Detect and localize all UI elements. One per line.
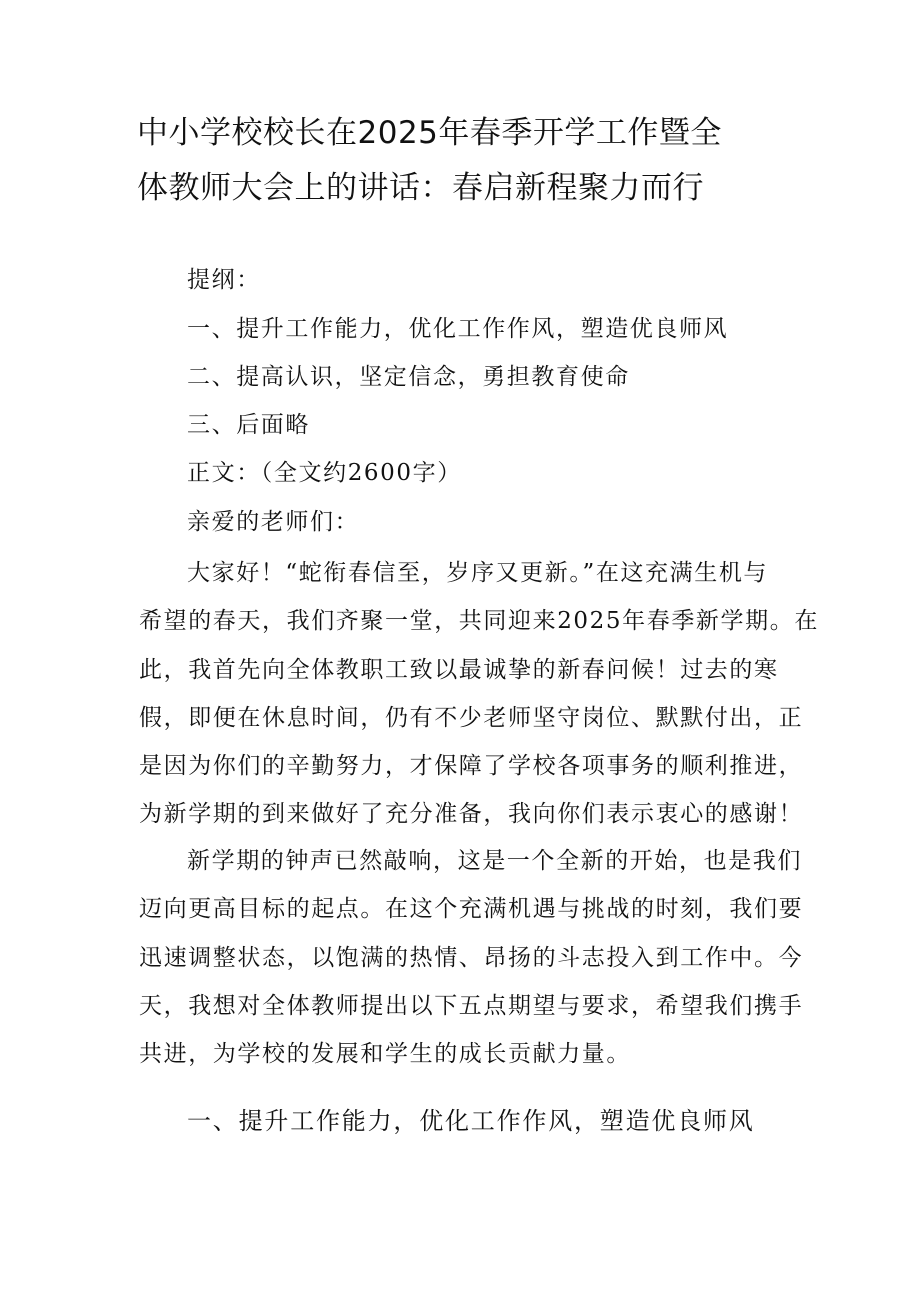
- paragraph-1: [139, 549, 819, 839]
- outline-item-1: 一、提升工作能力，优化工作作风，塑造优良师风: [187, 316, 729, 342]
- outline-item-2: 二、提高认识，坚定信念，勇担教育使命: [187, 364, 630, 390]
- paragraph-2-line-2: 迈向更高目标的起点。在这个充满机遇与挑战的时刻，我们要: [139, 896, 804, 923]
- paragraph-1-line-6: 为新学期的到来做好了充分准备，我向你们表示衷心的感谢！: [139, 801, 804, 828]
- outline-label: 提纲：: [187, 267, 261, 293]
- outline-item-3: 三、后面略: [187, 412, 310, 438]
- salutation: 亲爱的老师们：: [187, 509, 360, 535]
- body-label: 正文：（全文约2600字）: [187, 460, 462, 486]
- title-line-2: 体教师大会上的讲话：春启新程聚力而行: [137, 170, 704, 206]
- section-heading-1: 一、提升工作能力，优化工作作风，塑造优良师风: [187, 1107, 755, 1135]
- paragraph-1-line-1: 大家好！“蛇衔春信至，岁序又更新。”在这充满生机与: [187, 560, 769, 586]
- paragraph-1-line-5: 是因为你们的辛勤努力，才保障了学校各项事务的顺利推进，: [139, 753, 804, 780]
- paragraph-2-line-4: 天，我想对全体教师提出以下五点期望与要求，希望我们携手: [139, 992, 804, 1019]
- paragraph-1-line-4: 假，即便在休息时间，仍有不少老师坚守岗位、默默付出，正: [139, 704, 804, 731]
- document-title: [137, 106, 787, 216]
- paragraph-2: [139, 837, 804, 1078]
- title-line-1: 中小学校校长在2025年春季开学工作暨全: [137, 115, 722, 151]
- paragraph-2-line-1: 新学期的钟声已然敲响，这是一个全新的开始，也是我们: [187, 848, 802, 874]
- paragraph-1-line-2: 希望的春天，我们齐聚一堂，共同迎来2025年春季新学期。在: [139, 608, 819, 635]
- paragraph-1-line-3: 此，我首先向全体教职工致以最诚挚的新春问候！过去的寒: [139, 656, 779, 683]
- paragraph-2-line-5: 共进，为学校的发展和学生的成长贡献力量。: [139, 1041, 631, 1068]
- paragraph-2-line-3: 迅速调整状态，以饱满的热情、昂扬的斗志投入到工作中。今: [139, 944, 804, 971]
